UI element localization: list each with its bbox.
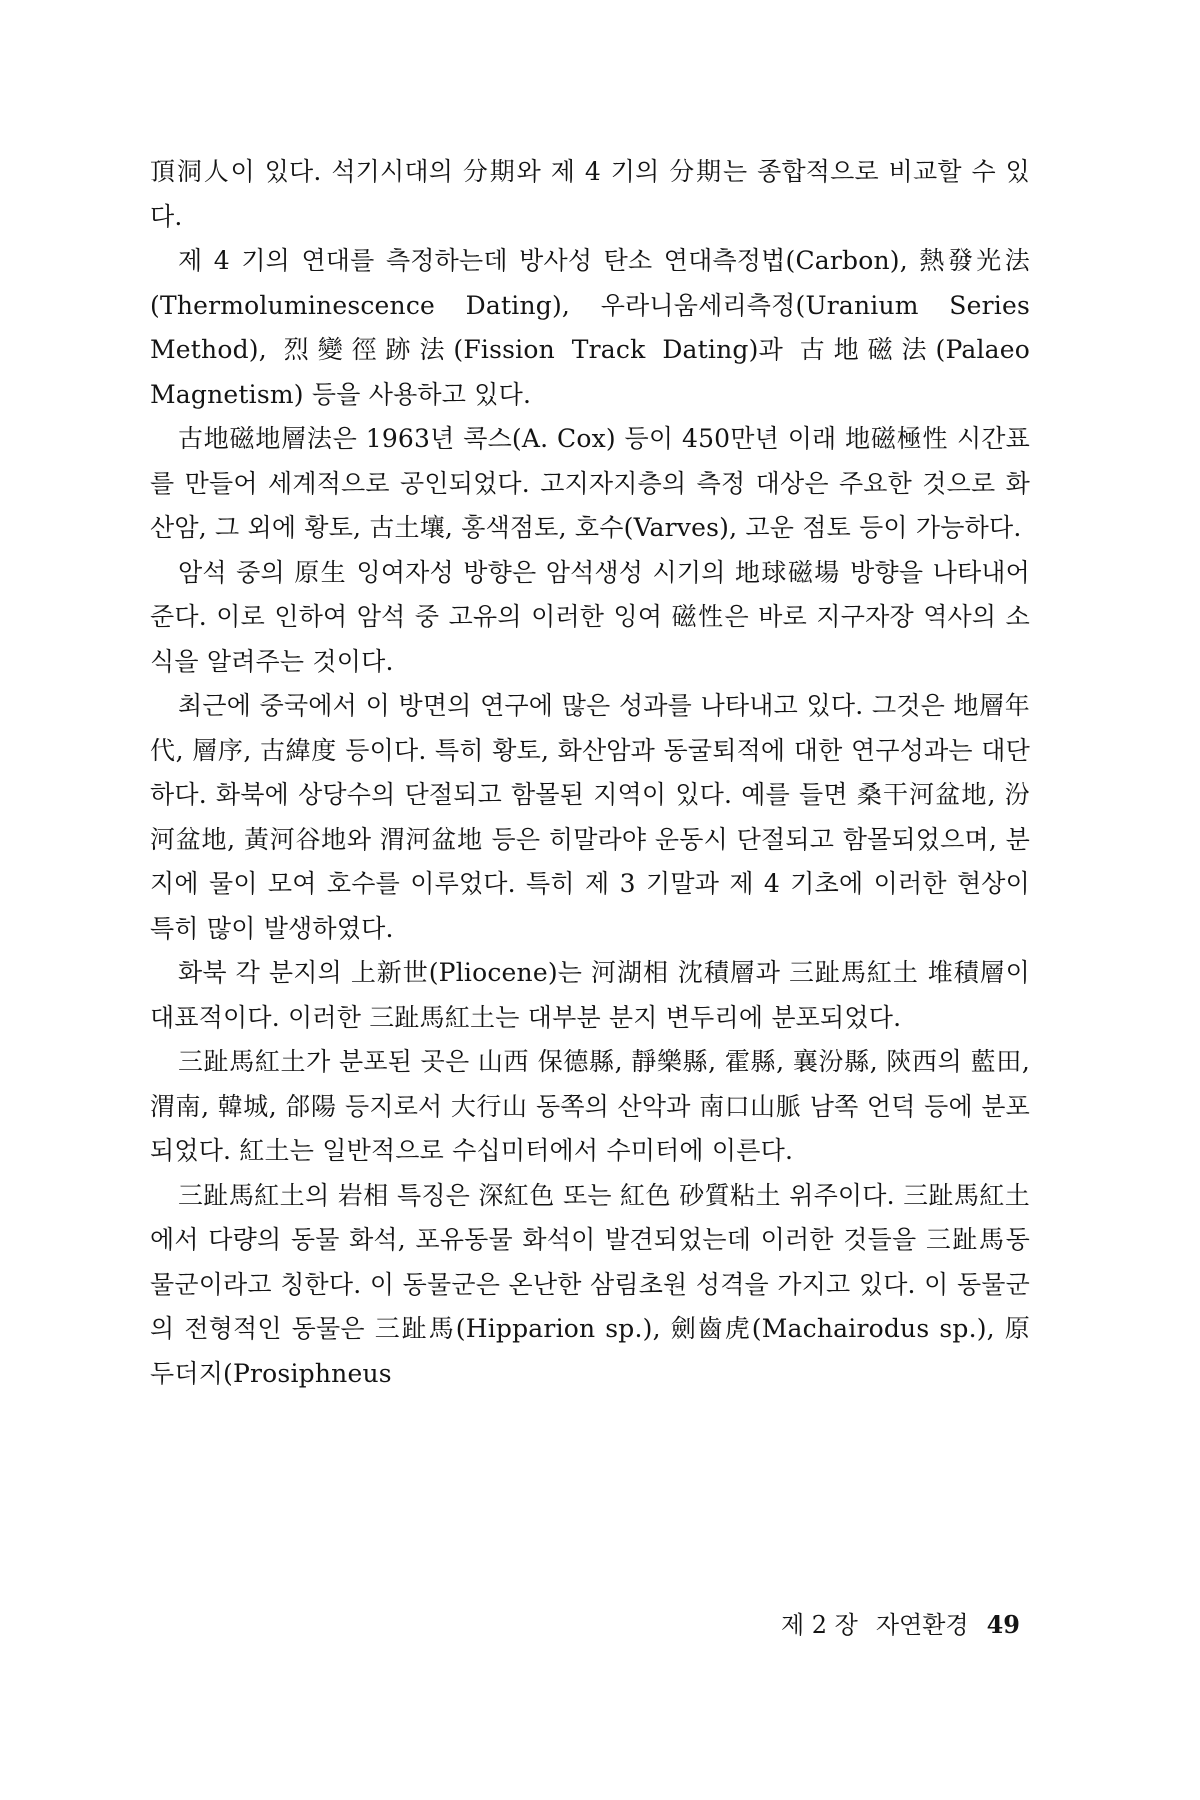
paragraph: 三趾馬紅土가 분포된 곳은 山西 保德縣, 靜樂縣, 霍縣, 襄汾縣, 陝西의 藍田, 渭南, 韓城, 郃陽 등지로서 大行山 동쪽의 산악과 南口山脈 남쪽 언덕 등에 분포되었다. 紅土는 일반적으로 수십미터에서 수미터에 이른다.: [150, 1047, 1030, 1165]
paragraph: 頂洞人이 있다. 석기시대의 分期와 제 4 기의 分期는 종합적으로 비교할 수 있다.: [150, 157, 1030, 231]
paragraph: 최근에 중국에서 이 방면의 연구에 많은 성과를 나타내고 있다. 그것은 地層年代, 層序, 古緯度 등이다. 특히 황토, 화산암과 동굴퇴적에 대한 연구성과는 대단하다. 화북에 상당수의 단절되고 함몰된 지역이 있다. 예를 들면 桑干河盆地, 汾河盆地, 黃河谷地와 渭河盆地 등은 히말라야 운동시 단절되고 함몰되었으며, 분지에 물이 모여 호수를 이루었다. 특히 제 3 기말과 제 4 기초에 이러한 현상이 특히 많이 발생하였다.: [150, 691, 1030, 943]
chapter-title: 자연환경: [875, 1611, 969, 1639]
page-number: 49: [986, 1610, 1020, 1639]
body-text: [150, 150, 1030, 1396]
paragraph: 三趾馬紅土의 岩相 특징은 深紅色 또는 紅色 砂質粘土 위주이다. 三趾馬紅土에서 다량의 동물 화석, 포유동물 화석이 발견되었는데 이러한 것들을 三趾馬동물군이라고 칭한다. 이 동물군은 온난한 삼림초원 성격을 가지고 있다. 이 동물군의 전형적인 동물은 三趾馬(Hipparion sp.), 劍齒虎(Machairodus sp.), 原두더지(Prosiphneus: [150, 1180, 1030, 1388]
paragraph: 암석 중의 原生 잉여자성 방향은 암석생성 시기의 地球磁場 방향을 나타내어 준다. 이로 인하여 암석 중 고유의 이러한 잉여 磁性은 바로 지구자장 역사의 소식을 알려주는 것이다.: [150, 557, 1030, 676]
paragraph: 제 4 기의 연대를 측정하는데 방사성 탄소 연대측정법(Carbon), 熱發光法(Thermoluminescence Dating), 우라니움세리측정(Uranium Series Method), 烈變徑跡法(Fission Track Dating)과 古地磁法(Palaeo Magnetism) 등을 사용하고 있다.: [150, 246, 1030, 409]
chapter-label: 제 2 장: [780, 1611, 858, 1639]
paragraph: 古地磁地層法은 1963년 콕스(A. Cox) 등이 450만년 이래 地磁極性 시간표를 만들어 세계적으로 공인되었다. 고지자지층의 측정 대상은 주요한 것으로 화산암, 그 외에 황토, 古土壤, 홍색점토, 호수(Varves), 고운 점토 등이 가능하다.: [150, 424, 1030, 542]
page-footer: [720, 1605, 1020, 1640]
paragraph: 화북 각 분지의 上新世(Pliocene)는 河湖相 沈積層과 三趾馬紅土 堆積層이 대표적이다. 이러한 三趾馬紅土는 대부분 분지 변두리에 분포되었다.: [150, 958, 1030, 1032]
